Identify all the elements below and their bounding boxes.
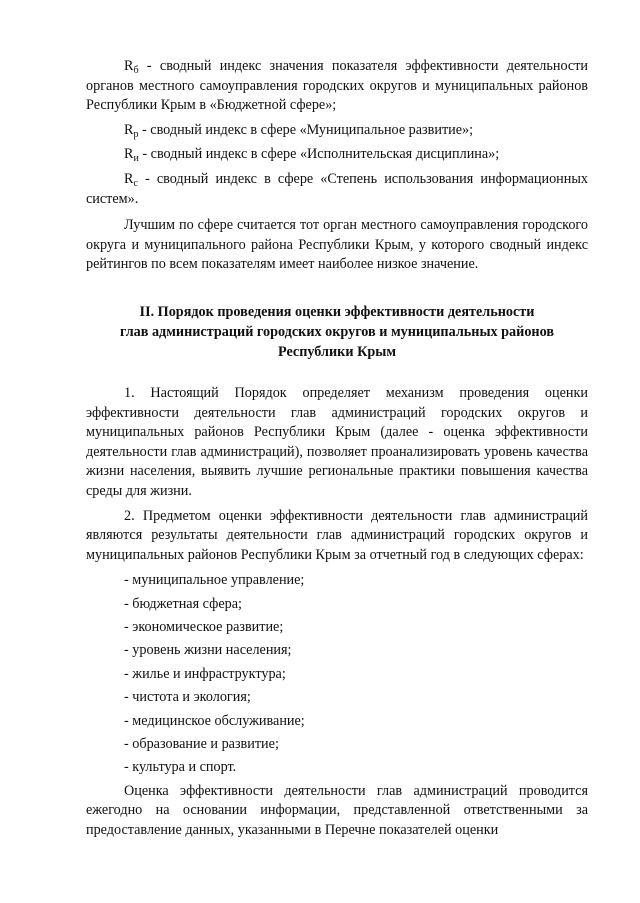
list-item: - жилье и инфраструктура; xyxy=(124,665,286,682)
definition-text: - сводный индекс в сфере «Степень использования информационных систем». xyxy=(86,170,588,207)
list-item: - образование и развитие; xyxy=(124,736,279,753)
index-subscript: и xyxy=(133,153,139,165)
paragraph-2: 2. Предметом оценки эффективности деятельности глав администраций являются результаты деятельности глав администраций городских округов и муниципальных районов Республики Крым за отчетный год в следующих сферах: xyxy=(86,507,588,563)
definition-rb xyxy=(86,57,588,116)
list-item: - бюджетная сфера; xyxy=(124,595,242,612)
definition-ri xyxy=(86,145,588,165)
list-item: - медицинское обслуживание; xyxy=(124,712,305,729)
best-sphere-paragraph: Лучшим по сфере считается тот орган местного самоуправления городского округа и муниципального района Республики Крым, у которого сводный индекс рейтингов по всем показателям имеет наиболее низкое значение. xyxy=(86,217,588,273)
list-item: - уровень жизни населения; xyxy=(124,642,292,659)
index-symbol: R xyxy=(124,146,134,163)
definition-text: - сводный индекс в сфере «Исполнительская дисциплина»; xyxy=(138,146,500,163)
index-symbol: R xyxy=(124,121,134,138)
definition-text: - сводный индекс в сфере «Муниципальное развитие»; xyxy=(138,121,474,138)
final-paragraph: Оценка эффективности деятельности глав администраций проводится ежегодно на основании информации, представленной ответственными за предоставление данных, указанными в Перечне показателей оценки xyxy=(86,782,588,838)
section-heading-line: II. Порядок проведения оценки эффективности деятельности xyxy=(139,303,535,320)
list-item: - муниципальное управление; xyxy=(124,572,305,589)
index-symbol: R xyxy=(124,58,134,74)
definition-rr xyxy=(86,121,588,141)
index-subscript: р xyxy=(133,128,139,140)
index-subscript: б xyxy=(133,65,139,76)
list-item: - экономическое развитие; xyxy=(124,619,284,636)
index-symbol: R xyxy=(124,170,134,187)
list-item: - чистота и экология; xyxy=(124,689,251,706)
list-item: - культура и спорт. xyxy=(124,759,237,776)
section-heading-line: глав администраций городских округов и муниципальных районов xyxy=(119,323,554,340)
index-subscript: с xyxy=(133,177,138,189)
definition-text: - сводный индекс значения показателя эффективности деятельности органов местного самоуправления городских округов и муниципальных районов Республики Крым в «Бюджетной сфере»; xyxy=(86,58,588,114)
section-heading xyxy=(86,302,588,362)
paragraph-1: 1. Настоящий Порядок определяет механизм проведения оценки эффективности деятельности глав администраций городских округов и муниципальных районов Республики Крым (далее - оценка эффективности деятельности глав администраций), позволяет проанализировать уровень качества жизни населения, выявить лучшие региональные практики повышения качества среды для жизни. xyxy=(86,384,588,499)
section-heading-line: Республики Крым xyxy=(277,343,397,360)
page-content xyxy=(86,57,588,841)
definition-rs xyxy=(86,170,588,209)
spheres-list xyxy=(86,571,588,778)
